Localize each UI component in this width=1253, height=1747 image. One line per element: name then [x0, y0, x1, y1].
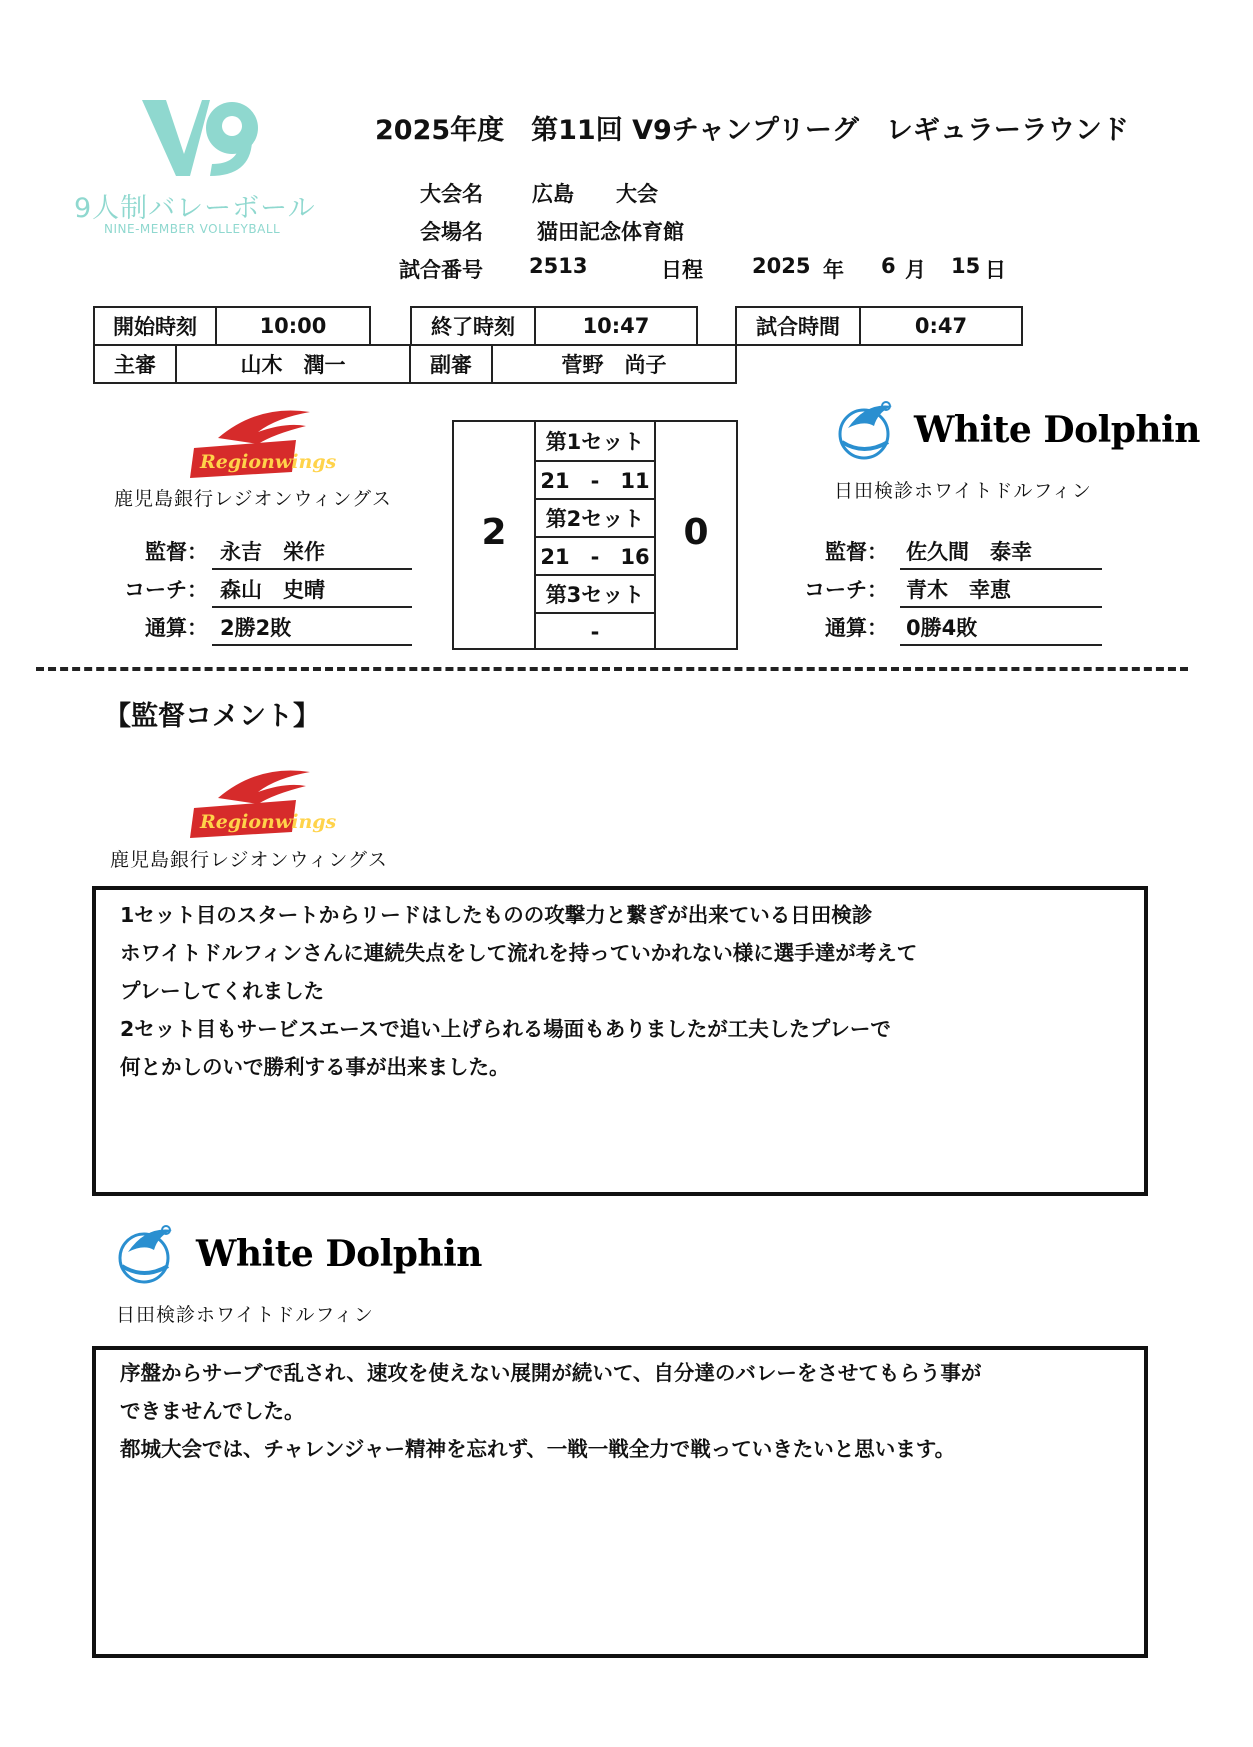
away-record-value: 0勝4敗: [906, 616, 978, 640]
v9-logo-en: NINE-MEMBER VOLLEYBALL: [104, 222, 281, 236]
svg-text:White Dolphin: White Dolphin: [914, 409, 1200, 451]
away-comment-logo: [110, 1222, 482, 1288]
home-record-underline: [212, 644, 412, 646]
home-manager-underline: [212, 568, 412, 570]
match-no-value: 2513: [529, 254, 588, 278]
end-time-label: 終了時刻: [412, 308, 536, 344]
section-divider: [36, 667, 1188, 671]
venue-value: 猫田記念体育館: [537, 220, 684, 244]
home-comment-line-2: ホワイトドルフィンさんに連続失点をして流れを持っていかれない様に選手達が考えて: [120, 941, 918, 965]
sub-referee-label: 副審: [411, 346, 493, 382]
set-2-label: 第2セット: [536, 498, 654, 536]
referee-value: 山木 潤一: [240, 353, 346, 377]
home-record-value: 2勝2敗: [220, 616, 292, 640]
date-month: 6: [881, 254, 896, 278]
home-comment-line-3: プレーしてくれました: [120, 979, 325, 1003]
duration-box: [735, 306, 1023, 346]
v9-logo-mark: [140, 96, 260, 180]
away-comment-team-name: 日田検診ホワイトドルフィン: [116, 1304, 374, 1326]
score-table: [452, 420, 738, 650]
v9-logo-jp: 9人制バレーボール: [74, 193, 316, 224]
svg-text:White Dolphin: White Dolphin: [196, 1233, 482, 1275]
match-no-label: 試合番号: [399, 258, 483, 282]
home-comment-line-4: 2セット目もサービスエースで追い上げられる場面もありましたが工夫したプレーで: [120, 1017, 891, 1041]
home-team-name: 鹿児島銀行レジオンウィングス: [114, 488, 392, 510]
away-manager-value: 佐久間 泰幸: [906, 540, 1032, 564]
away-coach-label: コーチ：: [804, 578, 888, 602]
away-comment-line-1: 序盤からサーブで乱され、速攻を使えない展開が続いて、自分達のバレーをさせてもらう事が: [120, 1361, 982, 1385]
away-coach-value: 青木 幸恵: [906, 578, 1011, 602]
duration-label: 試合時間: [737, 308, 861, 344]
home-comment-team-name: 鹿児島銀行レジオンウィングス: [110, 849, 388, 871]
date-day: 15: [951, 254, 981, 278]
start-time-box: [93, 306, 371, 346]
home-coach-value: 森山 史晴: [220, 578, 325, 602]
set-scores: [534, 422, 656, 648]
away-record-underline: [900, 644, 1102, 646]
set-1-score: 21 - 11: [536, 460, 654, 498]
date-year-unit: 年: [823, 258, 844, 282]
home-coach-underline: [212, 606, 412, 608]
end-time-box: [410, 306, 698, 346]
set-2-score: 21 - 16: [536, 536, 654, 574]
comments-heading: 【監督コメント】: [104, 701, 320, 732]
tournament-label: 大会名: [420, 182, 483, 206]
away-comment-box: [92, 1346, 1148, 1658]
home-comment-line-1: 1セット目のスタートからリードはしたものの攻撃力と繋ぎが出来ている日田検診: [120, 903, 873, 927]
home-manager-value: 永吉 栄作: [220, 540, 325, 564]
sub-referee-value: 菅野 尚子: [561, 353, 667, 377]
date-label: 日程: [661, 258, 703, 282]
home-team-logo: [188, 408, 337, 480]
away-coach-underline: [900, 606, 1102, 608]
away-comment-line-3: 都城大会では、チャレンジャー精神を忘れず、一戦一戦全力で戦っていきたいと思います。: [120, 1437, 956, 1461]
home-record-label: 通算：: [145, 616, 208, 640]
venue-label: 会場名: [420, 220, 483, 244]
home-coach-label: コーチ：: [124, 578, 208, 602]
away-manager-underline: [900, 568, 1102, 570]
tournament-value: 広島 大会: [532, 182, 658, 206]
home-manager-label: 監督：: [145, 540, 208, 564]
referee-label: 主審: [95, 346, 177, 382]
page-title: 2025年度 第11回 V9チャンプリーグ レギュラーラウンド: [375, 115, 1129, 146]
home-comment-logo: [188, 768, 337, 840]
svg-text:Regionwings: Regionwings: [200, 811, 337, 833]
away-record-label: 通算：: [825, 616, 888, 640]
sub-referee-box: [409, 344, 737, 384]
date-day-unit: 日: [985, 258, 1006, 282]
date-month-unit: 月: [905, 258, 926, 282]
away-comment-line-2: できませんでした。: [120, 1399, 305, 1423]
home-sets-won: 2: [481, 512, 507, 553]
start-time-value: 10:00: [259, 314, 327, 338]
duration-value: 0:47: [914, 314, 968, 338]
away-sets-won: 0: [683, 512, 709, 553]
set-3-score: -: [536, 612, 654, 650]
svg-text:Regionwings: Regionwings: [200, 451, 337, 473]
away-team-logo: [830, 398, 1200, 464]
set-1-label: 第1セット: [545, 430, 645, 454]
date-year: 2025: [752, 254, 811, 278]
start-time-label: 開始時刻: [95, 308, 217, 344]
home-comment-box: [92, 886, 1148, 1196]
away-team-name: 日田検診ホワイトドルフィン: [834, 480, 1092, 502]
home-comment-line-5: 何とかしのいで勝利する事が出来ました。: [120, 1055, 510, 1079]
referee-box: [93, 344, 411, 384]
end-time-value: 10:47: [582, 314, 650, 338]
set-3-label: 第3セット: [536, 574, 654, 612]
away-manager-label: 監督：: [825, 540, 888, 564]
